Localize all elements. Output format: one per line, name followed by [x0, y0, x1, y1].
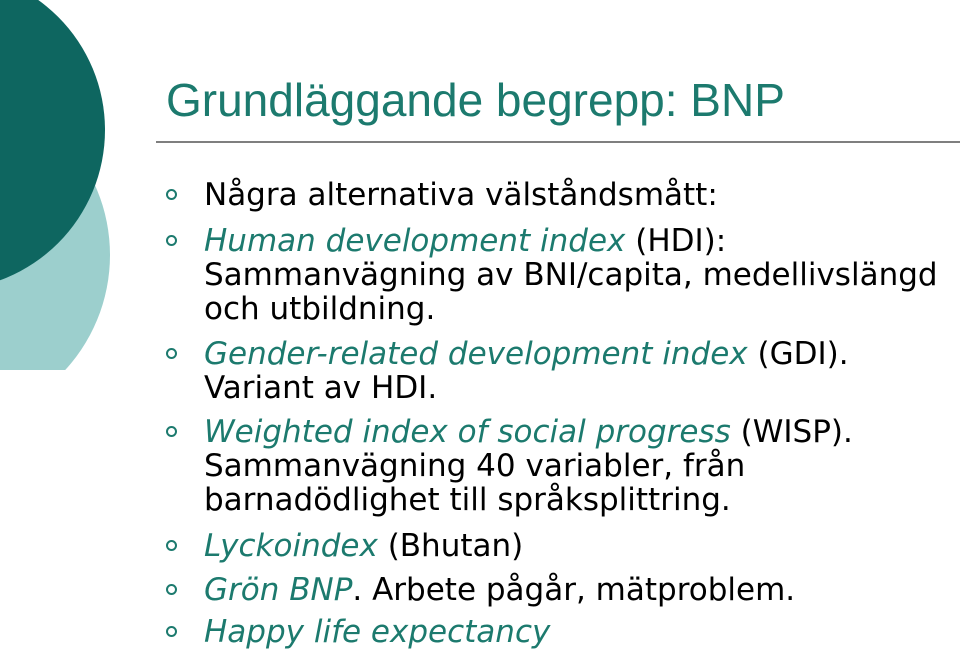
- bullet-lyckoindex: [204, 529, 944, 563]
- bullet-term: Grön BNP: [204, 572, 353, 608]
- bullet-text: Några alternativa välståndsmått:: [204, 177, 718, 213]
- bullet-text: (GDI). Variant av HDI.: [204, 336, 849, 406]
- hollow-circle-bullet-icon: [166, 584, 177, 595]
- bullet-wisp: [204, 415, 944, 517]
- hollow-circle-bullet-icon: [166, 189, 177, 200]
- hollow-circle-bullet-icon: [166, 626, 177, 637]
- bullet-text: (HDI): Sammanvägning av BNI/capita, medellivslängd och utbildning.: [204, 223, 938, 327]
- decorative-circles: [0, 0, 120, 370]
- bullet-term: Lyckoindex: [204, 528, 378, 564]
- hollow-circle-bullet-icon: [166, 540, 177, 551]
- bullet-term: Human development index: [204, 223, 626, 259]
- slide-title: Grundläggande begrepp: BNP: [166, 74, 785, 126]
- bullet-text: (Bhutan): [377, 528, 524, 564]
- bullet-hdi: [204, 224, 944, 326]
- bullet-term: Happy life expectancy: [204, 614, 551, 650]
- hollow-circle-bullet-icon: [166, 235, 177, 246]
- bullet-term: Gender-related development index: [204, 336, 748, 372]
- bullet-term: Weighted index of social progress: [204, 414, 731, 450]
- bullet-happy-life-expectancy: [204, 615, 944, 649]
- hollow-circle-bullet-icon: [166, 426, 177, 437]
- title-divider: [156, 141, 960, 143]
- bullet-text: . Arbete pågår, mätproblem.: [352, 572, 796, 608]
- bullet-gdi: [204, 337, 944, 405]
- bullet-text: (WISP). Sammanvägning 40 variabler, från barnadödlighet till språksplittring.: [204, 414, 853, 518]
- bullet-alternatives: [204, 178, 944, 212]
- hollow-circle-bullet-icon: [166, 348, 177, 359]
- bullet-gron-bnp: [204, 573, 944, 607]
